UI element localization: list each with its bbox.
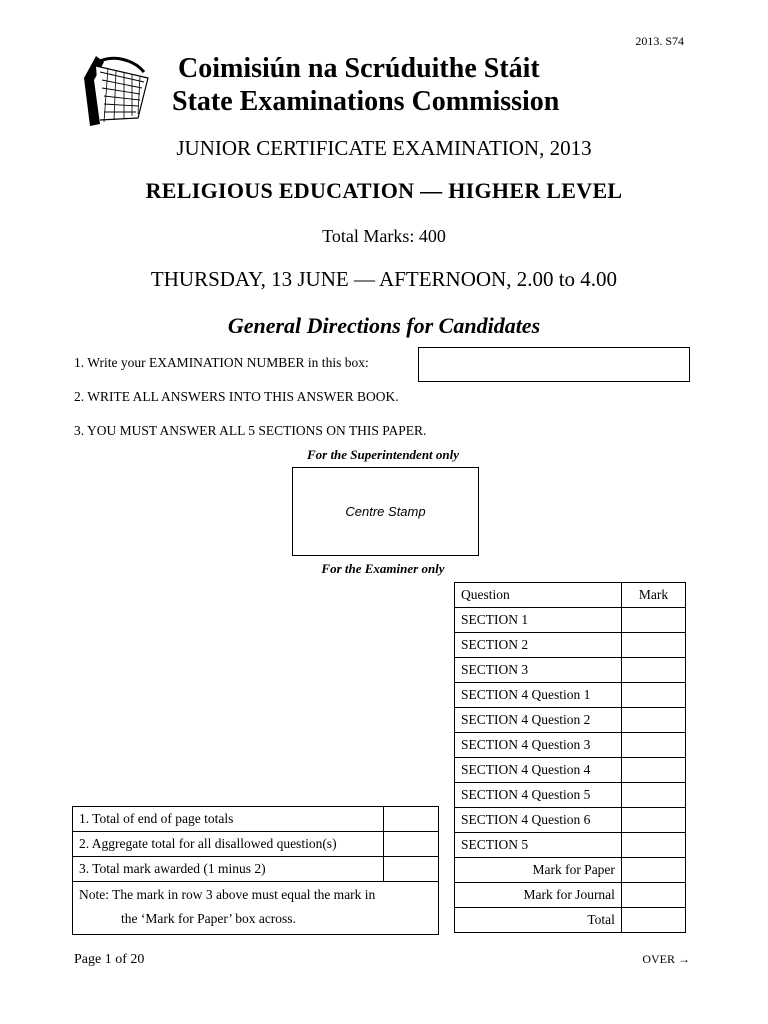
question-cell: Total <box>455 908 622 933</box>
mark-cell[interactable] <box>621 783 685 808</box>
exam-title: JUNIOR CERTIFICATE EXAMINATION, 2013 <box>176 136 592 160</box>
totals-label: 1. Total of end of page totals <box>73 807 384 832</box>
mark-cell[interactable] <box>621 808 685 833</box>
table-row <box>455 808 686 833</box>
exam-subject: RELIGIOUS EDUCATION — HIGHER LEVEL <box>145 178 623 203</box>
question-cell: Mark for Journal <box>455 883 622 908</box>
table-row <box>455 908 686 933</box>
table-row <box>73 807 439 832</box>
mark-cell[interactable] <box>621 733 685 758</box>
question-cell: SECTION 4 Question 6 <box>455 808 622 833</box>
direction-item: 3. YOU MUST ANSWER ALL 5 SECTIONS ON THIS PAPER. <box>74 423 427 438</box>
totals-value-cell[interactable] <box>383 807 438 832</box>
table-row <box>455 833 686 858</box>
question-cell: SECTION 1 <box>455 608 622 633</box>
org-name-irish: Coimisiún na Scrúduithe Stáit <box>178 53 540 84</box>
table-row <box>455 608 686 633</box>
total-marks: Total Marks: 400 <box>322 226 446 246</box>
table-row <box>455 708 686 733</box>
page-number: Page 1 of 20 <box>74 952 145 967</box>
mark-cell[interactable] <box>621 858 685 883</box>
note-row <box>73 882 439 935</box>
totals-label: 3. Total mark awarded (1 minus 2) <box>73 857 384 882</box>
centre-stamp-label: Centre Stamp <box>345 504 426 519</box>
totals-value-cell[interactable] <box>383 857 438 882</box>
totals-value-cell[interactable] <box>383 832 438 857</box>
table-row <box>455 733 686 758</box>
column-header-mark: Mark <box>621 583 685 608</box>
examiner-label: For the Examiner only <box>321 561 445 576</box>
table-row <box>455 858 686 883</box>
harp-logo <box>74 48 154 130</box>
mark-cell[interactable] <box>621 708 685 733</box>
note-line: Note: The mark in row 3 above must equal the mark in <box>79 887 376 902</box>
mark-cell[interactable] <box>621 608 685 633</box>
mark-cell[interactable] <box>621 658 685 683</box>
directions-heading: General Directions for Candidates <box>227 313 541 338</box>
centre-stamp-box <box>292 467 479 556</box>
mark-cell[interactable] <box>621 908 685 933</box>
examination-number-field[interactable] <box>418 347 690 382</box>
table-row <box>455 683 686 708</box>
direction-item: 1. Write your EXAMINATION NUMBER in this box: <box>74 355 369 370</box>
table-header-row <box>455 583 686 608</box>
table-row <box>455 658 686 683</box>
question-cell: SECTION 4 Question 1 <box>455 683 622 708</box>
totals-note <box>73 882 439 935</box>
direction-item: 2. WRITE ALL ANSWERS INTO THIS ANSWER BOOK. <box>74 389 399 404</box>
exam-date: THURSDAY, 13 JUNE — AFTERNOON, 2.00 to 4.00 <box>150 267 618 291</box>
mark-cell[interactable] <box>621 758 685 783</box>
table-row <box>73 857 439 882</box>
question-cell: SECTION 4 Question 2 <box>455 708 622 733</box>
marks-table <box>454 582 686 933</box>
question-cell: SECTION 4 Question 4 <box>455 758 622 783</box>
question-cell: Mark for Paper <box>455 858 622 883</box>
table-row <box>455 758 686 783</box>
over-indicator: OVER → <box>642 952 690 966</box>
question-cell: SECTION 4 Question 3 <box>455 733 622 758</box>
totals-label: 2. Aggregate total for all disallowed question(s) <box>73 832 384 857</box>
mark-cell[interactable] <box>621 883 685 908</box>
question-cell: SECTION 5 <box>455 833 622 858</box>
superintendent-label: For the Superintendent only <box>306 447 460 462</box>
table-row <box>455 783 686 808</box>
mark-cell[interactable] <box>621 833 685 858</box>
question-cell: SECTION 2 <box>455 633 622 658</box>
note-line: the ‘Mark for Paper’ box across. <box>121 911 296 926</box>
table-row <box>455 633 686 658</box>
mark-cell[interactable] <box>621 683 685 708</box>
table-row <box>73 832 439 857</box>
totals-table <box>72 806 439 935</box>
question-cell: SECTION 4 Question 5 <box>455 783 622 808</box>
paper-code: 2013. S74 <box>635 34 684 48</box>
org-name-english: State Examinations Commission <box>172 86 560 117</box>
mark-cell[interactable] <box>621 633 685 658</box>
table-row <box>455 883 686 908</box>
question-cell: SECTION 3 <box>455 658 622 683</box>
column-header-question: Question <box>455 583 622 608</box>
